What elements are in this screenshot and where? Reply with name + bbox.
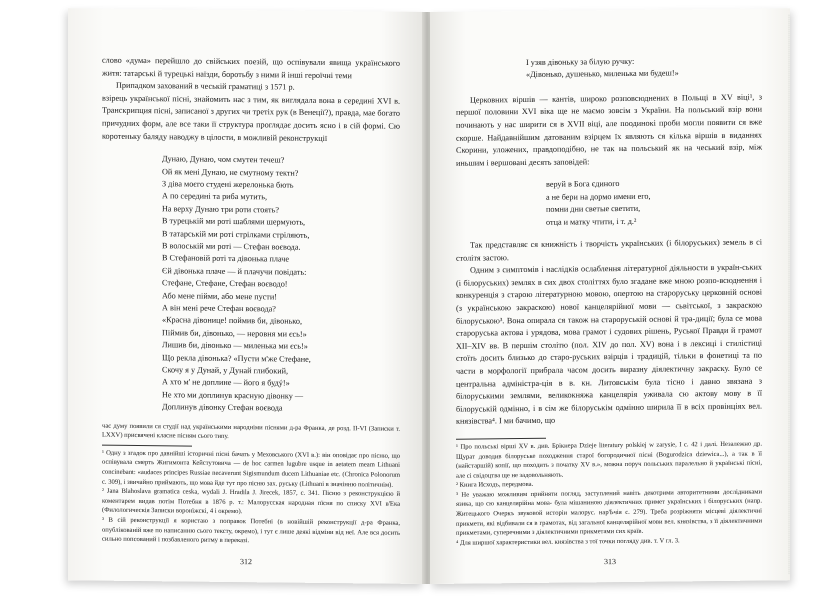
footnote-3: ³ Не уважаю можливим прийняти погляд, заступлений навіть декотрими авторитетними дослідниками язика, що сю канцелярійна мова- була мішаниною діялектичних примет українських і білоруських (напр. Житецького Очеркъ звуковой исторіи малорус. нар'Ьчія с. 279). Треба розріжняти місцеві діялектичні прикмети, які відбивали ся в грамотах, від загальної канцелярійної мови вел. князівства, з її діялектичними прикметами, суперечними з діялектичними прикметами сих країв. [456,488,762,537]
verse-line: Не хто ми доплинув красную дівонку — [162,390,304,401]
verse-line: Або мене пійми, або мене пусти! [162,290,277,302]
footnote-1: ¹ Про польські вірші XV в. див. Брікнера Dzieje literatury polskiej w zarysie, І с. 42 і далі. Незалежно др. Щурат доводив білоруське походження старої богородичної пісні (Bogurodzica dziewica...), а так в її (найстаршій) копії, що походить з початку XV в.», можна поруч польських паралельно й українські пісні, але сі свідоцтва ще не задовольняють. [456,440,762,480]
right-paragraph-3: Одним з симптомів і наслідків ослаблення літературної діяльности в україн-ських (і білоруських) землях в сих двох століттях було згадане вже мною розпо-всюднення і конкуренція з старою літературною мовою, опертою на староруську церковній основі (з українською закраскою) нової канцелярійної мови — сьвітської, з закраскою білоруською³. Вона опирала ся також на староруській основі й тра-диції; була се мова староруська актова і урядова, мова грамот і судових рішень, Руської Правди й грамот XII–XIV вв. В першім столітю (пол. XIV до пол. XV) вона і в лексиці і стилістиці стоїть досить близько до старо-руських взірців і традицій, тільки в фонетиці та по части в морфології прибрала часом досить виразну діялектичну закраску. Було се центральна адміністра-ція в в. кн. Литовськім була тісно і давно звязана з білоруськими землями, великокняжа канцелярія уживала сю актову мову в її білоруській одмінно, і в сім же білоруськім одмінно ширила її в всіх провінціях вел. князівства⁴. І ми бачимо, що [456,262,762,427]
footnote-separator [102,445,192,447]
verse-line: На верху Дунаю три роти стоять? [162,204,279,215]
epigraph-line: І узяв дівоньку за білую ручку: [526,56,635,67]
left-paragraph-2: Припадком захований в чеській граматиці з 1571 р. [116,80,295,92]
left-paragraph-3: взірець української пісні, знайомить нас з тим, як виглядала вона в середині XVI в. Транскрипция пісні, записаної з других чи третіх рук (в Венеції?), правда, мае богато причудних форм, але все таки її структура проглядає досить ясно і в сій формі. Сю коротеньку баляду наводжу в цілости, в можливій реконструкції [102,93,400,143]
left-paragraph-1: слово «дума» перейшло до свійських поезій, що оспівували явища українського житя: татарські й турецькі наїзди, боротьбу з ними й інші героїчні теми [102,55,400,80]
open-book [68,12,790,584]
verse-line: а не бери на дормо имени его, [546,191,651,202]
footnote-1: ¹ Одну з згадок про давнійші історичні пісні бачать у Меховського (XVI в.): він оповідає про пісню, що оспівувала смерть Жигимонта Кейстутовича — de hoc carmen lugubre usque in aetatem meam Lithuani concinebant: «audaces principes Russiae necaverunt Sigismundum ducem Lithuaniae etc. (Chronica Polonorum c. 309), і звичайно приймають, що мова йде тут про пісню зах. руську (Lithuani в значінню політичнім). [102,449,400,489]
right-page-content [430,8,790,584]
verse-line: Піймив би, дівонько, — неровня ми єсь!» [162,328,307,339]
verse-line: Що рекла дівонька? «Пусти м'же Стефане, [162,352,311,364]
verse-line: Доплинув дівонку Стефан воєвода [162,402,283,413]
left-page [68,8,424,584]
footnote-3: ³ В сій реконструкції я користаю з поправок Потебні (в новійшій реконструкції д-ра Франка, опублікованій вже по написанню сього тексту, окремо), і тут є лише деякі відміни від неї. Але вся досить сильно попсований і позбавленого ритму в переказі. [102,516,400,545]
verse-line: В волоській ми роті — Стефан воєвода. [162,241,301,252]
right-paragraph-1: Церковних віршів — кантів, широко розповсюднених в Польщі в XV віці¹, з першої половини XVI віка ще не маємо зовсім з України. На польський взір вони починають у нас ширити ся в XVII віці, але поодинокі проби могли появити ся вже скорше. Найдавнійшим датованим взірцем їх являють ся кілька віршів в виданнях Скорини, уложених, правдоподібно, не так на польський як на чеський взір, між иньшим і вершовані десять заповідей: [456,92,762,168]
verse-line: А по середині та риба мутить, [162,191,267,202]
page-stack-edge [788,14,790,574]
verse-line: Стефане, Стефане, Стефан воєводо! [162,278,288,289]
footnote-2: ² Книга Исходъ, передмова. [456,481,534,490]
footnote-4: ⁴ Для ширшої характеристики вел. князівства з тої точки погляду див. т. V гл. 3. [456,537,680,547]
verse-line: Дунаю, Дунаю, чом смутен течеш? [162,154,285,165]
right-paragraph-2: Так представляє ся книжність і творчість українських (і білоруських) земель в сі столітя застою. [456,237,762,263]
page-number-right: 313 [604,557,616,567]
verse-line: Скочу я у Дунай, у Дунай глибокий, [162,365,289,376]
verse-line: веруй в Бога єдиного [546,179,620,190]
verse-line: А він мені рече Стефан воєвода? [162,303,276,314]
footnote-2: ² Jana Blahoslava gramatica ceska, wydali J. Hradila J. Jirecek, 1857, с. 341. Пісню з реконструкцією й коментарем видав потім Потебня в 1876 р. т.: Малорусская народная пїсня по списку XVI в'Ека (Филологическія Записки воронїжскі, 4 і окремо). [102,487,400,516]
footnote-continued: час думу появили ся студії над українськими народніми піснями д-ра Франка, де розд. II-VI (Записки т. LXXV) присвячені класне пісням сього типу. [102,422,400,441]
verse-line: помни дни светые светити, [546,203,641,214]
page-number-left: 312 [240,557,252,567]
verse-line: отца и матку чтити, і т. д.² [546,216,637,227]
verse-line: З діва моєго студені жерелонька бють [162,179,294,190]
verse-line: Ой як мені Дунаю, не смутному тектн? [162,166,299,178]
verse-line: А хто м' не доплине — його я будý!» [162,377,290,389]
epigraph-line: «Дівонько, душенько, миленька ми будеш!» [526,68,679,80]
footnote-separator [456,438,546,440]
verse-line: «Красна дівонице! поймив би, дівонько, [162,315,303,327]
left-page-content [68,8,424,584]
verse-line: В турецькій ми роті шаблями шермують, [162,216,306,227]
verse-line: Лишив би, дівонько — миленька ми єсь!» [162,340,308,352]
right-page [430,8,790,584]
verse-line: В Стефановій роті та дівонька плаче [162,253,290,264]
verse-line: В татарській ми роті стрілками стріляють, [162,228,310,240]
verse-line: Єй дівонька плаче — й плачучи повідать: [162,266,307,277]
